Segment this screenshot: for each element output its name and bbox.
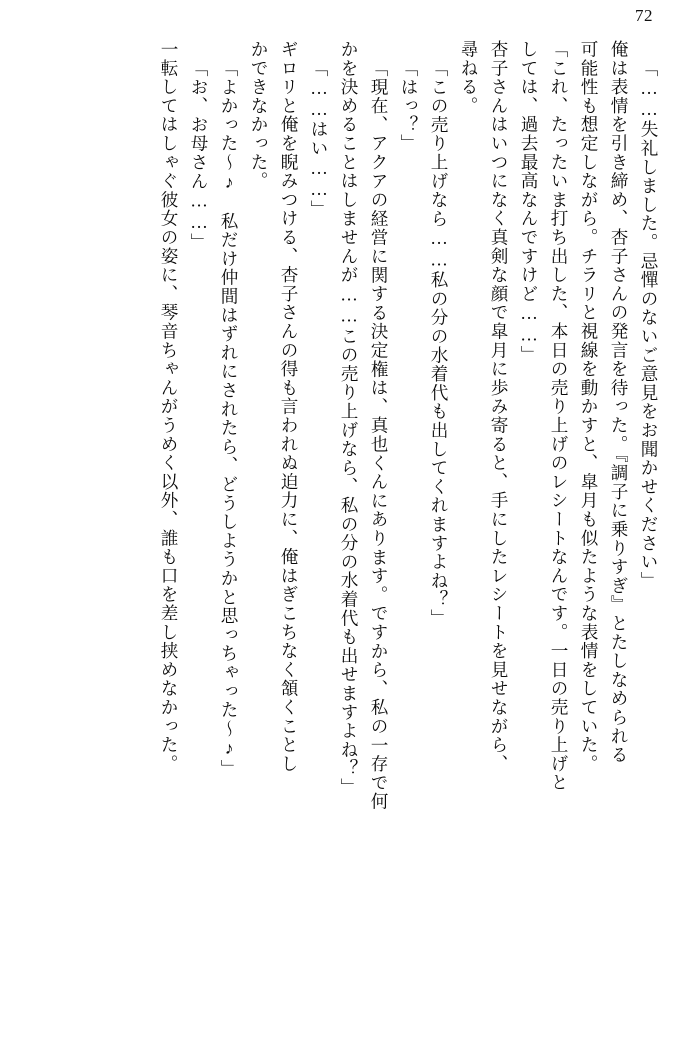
text-line: 「これ、たったいま打ち出した、本日の売り上げのレシートなんです。一日の売り上げと bbox=[549, 40, 569, 792]
text-line: ギロリと俺を睨みつける、杏子さんの得も言われぬ迫力に、俺はぎこちなく頷くことし bbox=[279, 40, 299, 774]
text-line: 「現在、アクアの経営に関する決定権は、真也くんにあります。ですから、私の一存で何 bbox=[369, 59, 389, 811]
text-line: 「……はい……」 bbox=[309, 59, 329, 219]
page-number: 72 bbox=[635, 6, 653, 25]
text-line: 可能性も想定しながら。チラリと視線を動かすと、皐月も似たような表情をしていた。 bbox=[579, 40, 599, 774]
text-line: 「この売り上げなら……私の分の水着代も出してくれますよね？」 bbox=[429, 59, 449, 628]
text-line: 一転してはしゃぐ彼女の姿に、琴音ちゃんがうめく以外、誰も口を差し挟めなかった。 bbox=[159, 40, 179, 774]
text-line: 「お、お母さん……」 bbox=[189, 59, 209, 252]
vertical-text-body bbox=[22, 40, 657, 1032]
text-line: 尋ねる。 bbox=[459, 40, 479, 116]
text-line: かできなかった。 bbox=[249, 40, 269, 191]
text-line: しては、過去最高なんですけど……」 bbox=[519, 40, 539, 365]
text-line: 「よかった〜♪ 私だけ仲間はずれにされたら、どうしようかと思っちゃった〜♪」 bbox=[219, 59, 239, 779]
text-line: 「はっ？」 bbox=[399, 59, 419, 153]
text-line: 「……失礼しました。忌憚のないご意見をお聞かせください」 bbox=[639, 59, 659, 591]
text-line: かを決めることはしませんが……この売り上げなら、私の分の水着代も出せますよね？」 bbox=[339, 40, 359, 797]
text-line: 杏子さんはいつになく真剣な顔で皐月に歩み寄ると、手にしたレシートを見せながら、 bbox=[489, 40, 509, 774]
text-line: 俺は表情を引き締め、杏子さんの発言を待った。『調子に乗りすぎ』とたしなめられる bbox=[609, 40, 629, 765]
